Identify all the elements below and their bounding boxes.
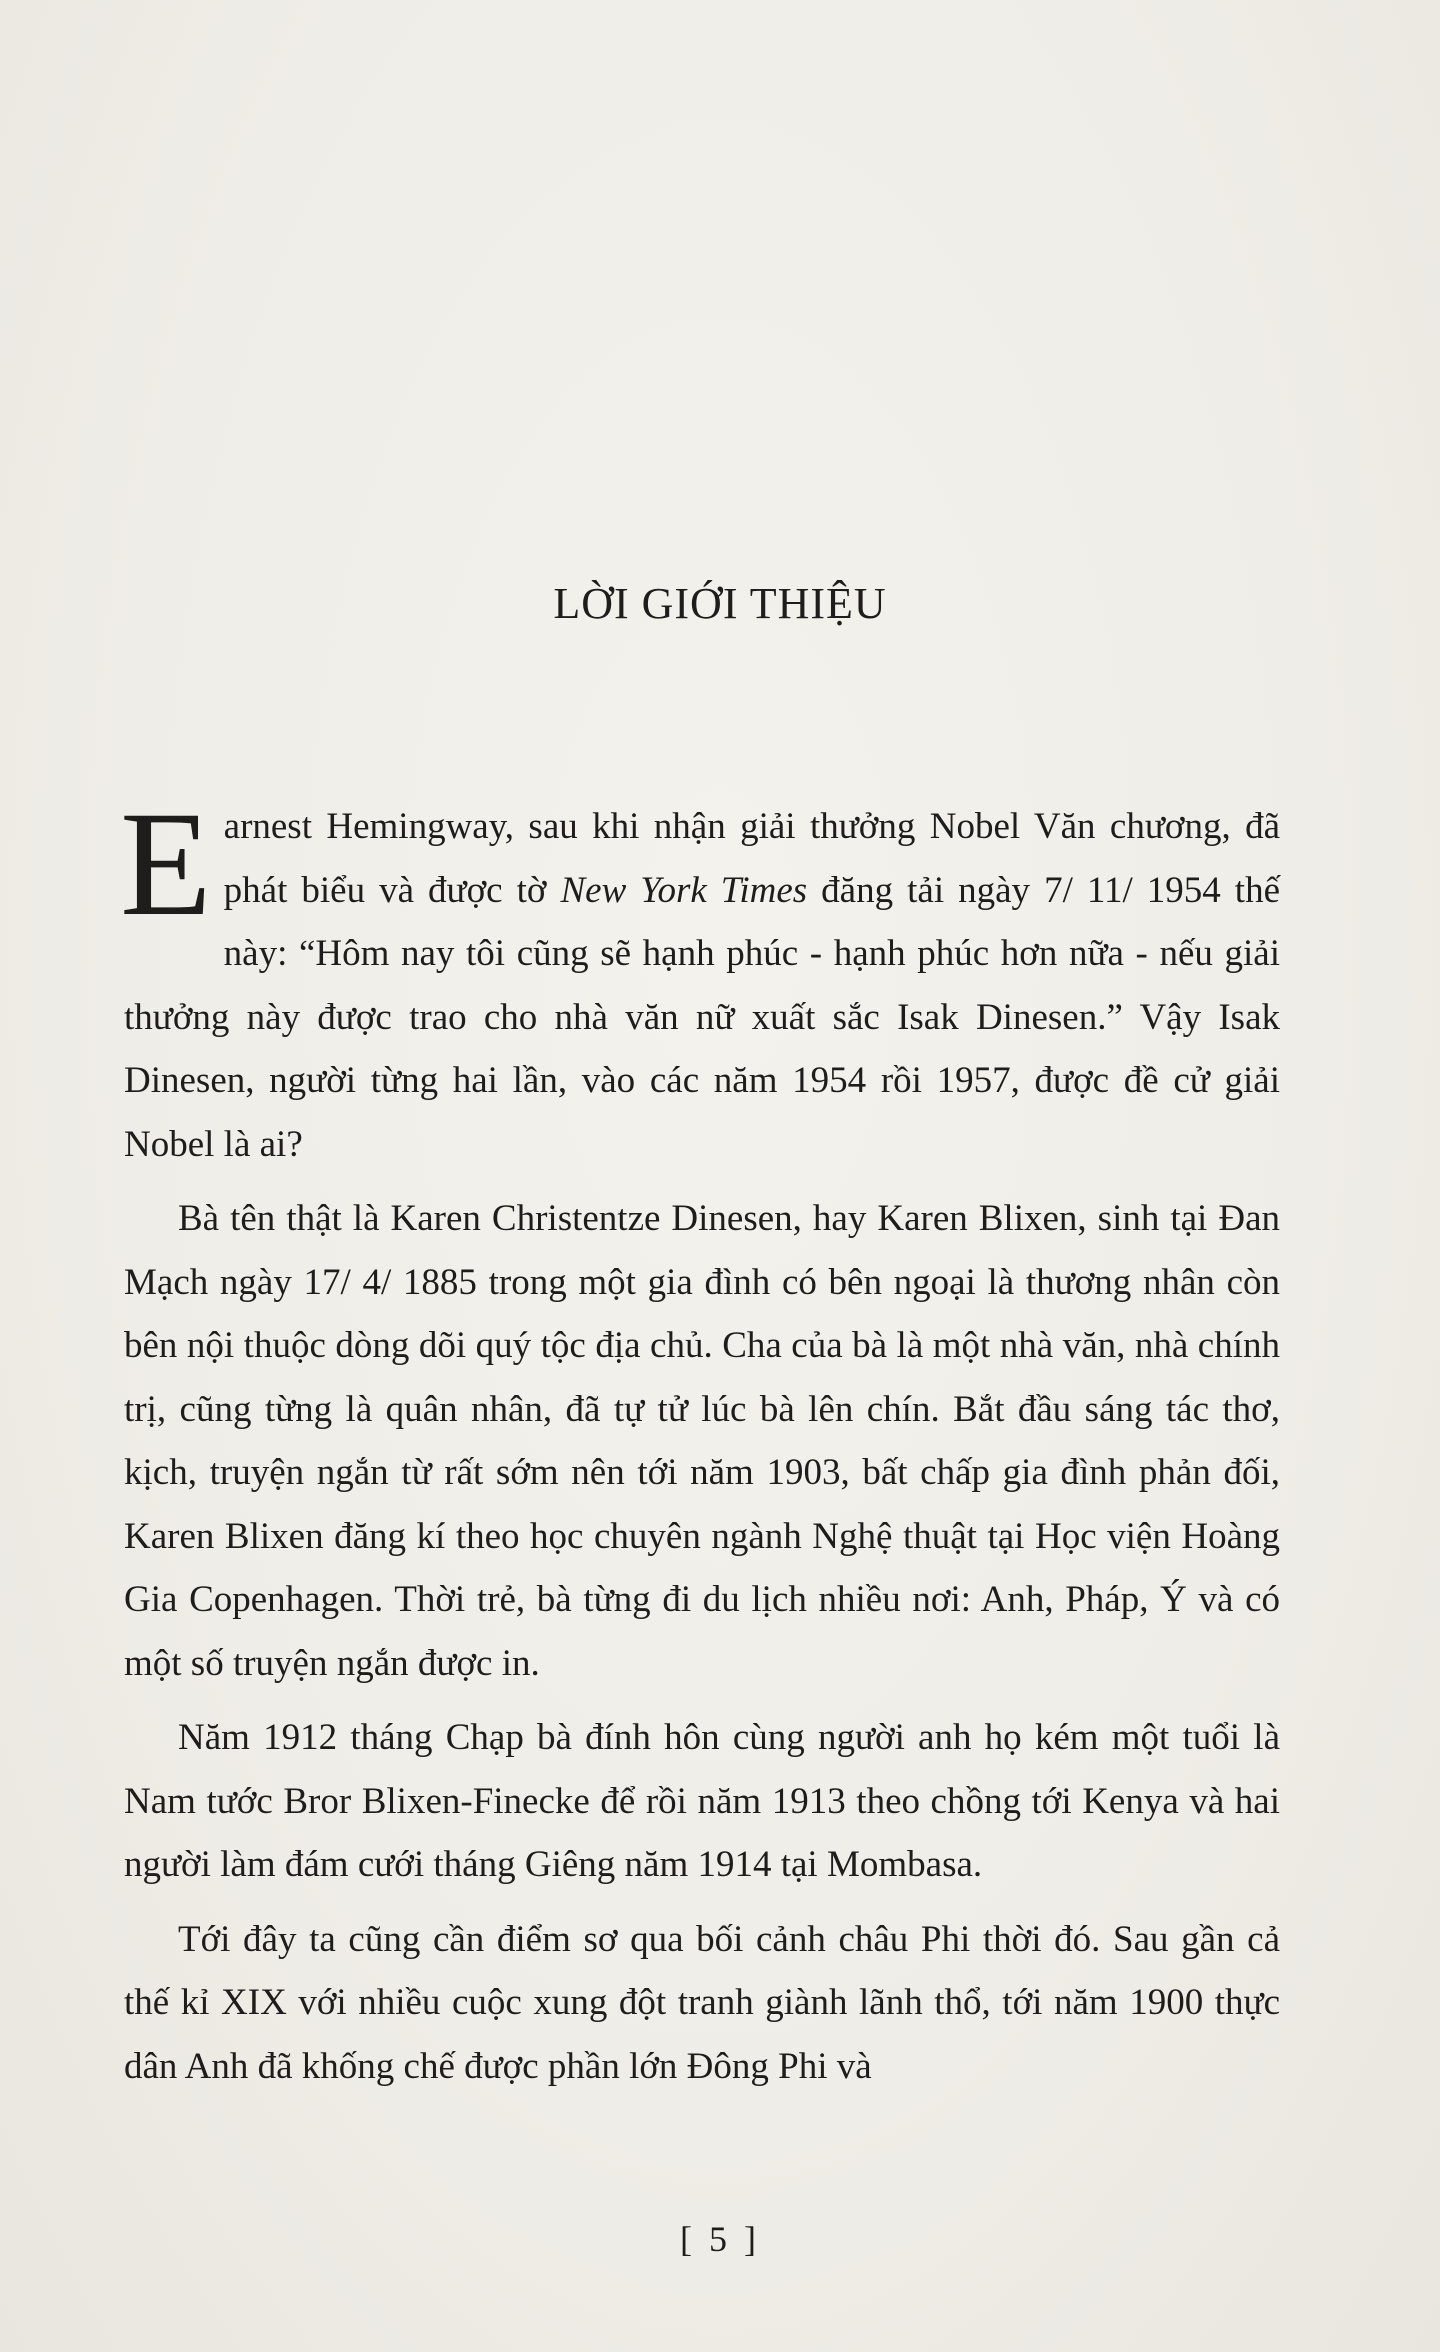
paragraph-4: Tới đây ta cũng cần điểm sơ qua bối cảnh châu Phi thời đó. Sau gần cả thế kỉ XIX với nhiều cuộc xung đột tranh giành lãnh thổ, tới năm 1900 thực dân Anh đã khống chế được phần lớn Đông Phi và — [124, 1918, 1280, 2087]
chapter-heading: LỜI GIỚI THIỆU — [553, 579, 887, 628]
paragraph-2: Bà tên thật là Karen Christentze Dinesen, hay Karen Blixen, sinh tại Đan Mạch ngày 17/ 4/ 1885 trong một gia đình có bên ngoại là thương nhân còn bên nội thuộc dòng dõi quý tộc địa chủ. Cha của bà là một nhà văn, nhà chính trị, cũng từng là quân nhân, đã tự tử lúc bà lên chín. Bắt đầu sáng tác thơ, kịch, truyện ngắn từ rất sớm nên tới năm 1903, bất chấp gia đình phản đối, Karen Blixen đăng kí theo học chuyên ngành Nghệ thuật tại Học viện Hoàng Gia Copenhagen. Thời trẻ, bà từng đi du lịch nhiều nơi: Anh, Pháp, Ý và có một số truyện ngắn được in. — [124, 1198, 1280, 1684]
body-text — [120, 781, 1281, 2098]
show-through-text — [200, 120, 1280, 186]
paragraph-1 — [120, 781, 1281, 1176]
paragraph-3: Năm 1912 tháng Chạp bà đính hôn cùng người anh họ kém một tuổi là Nam tước Bror Blixen-Finecke để rồi năm 1913 theo chồng tới Kenya và hai người làm đám cưới tháng Giêng năm 1914 tại Mombasa. — [124, 1717, 1280, 1885]
newspaper-title: New York Times — [560, 869, 808, 911]
paragraph-1-text-b: đăng tải ngày 7/ 11/ 1954 thế này: “Hôm nay tôi cũng sẽ hạnh phúc - hạnh phúc hơn nữa - nếu giải thưởng này được trao cho nhà văn nữ xuất sắc Isak Dinesen.” Vậy Isak Dinesen, người từng hai lần, vào các năm 1954 rồi 1957, được đề cử giải Nobel là ai? — [124, 869, 1281, 1165]
drop-cap: E — [120, 781, 212, 947]
paragraph-1-text-a: arnest Hemingway, sau khi nhận giải thưởng Nobel Văn chương, đã phát biểu và được tờ — [223, 806, 1280, 911]
page-number: [ 5 ] — [680, 2219, 760, 2259]
